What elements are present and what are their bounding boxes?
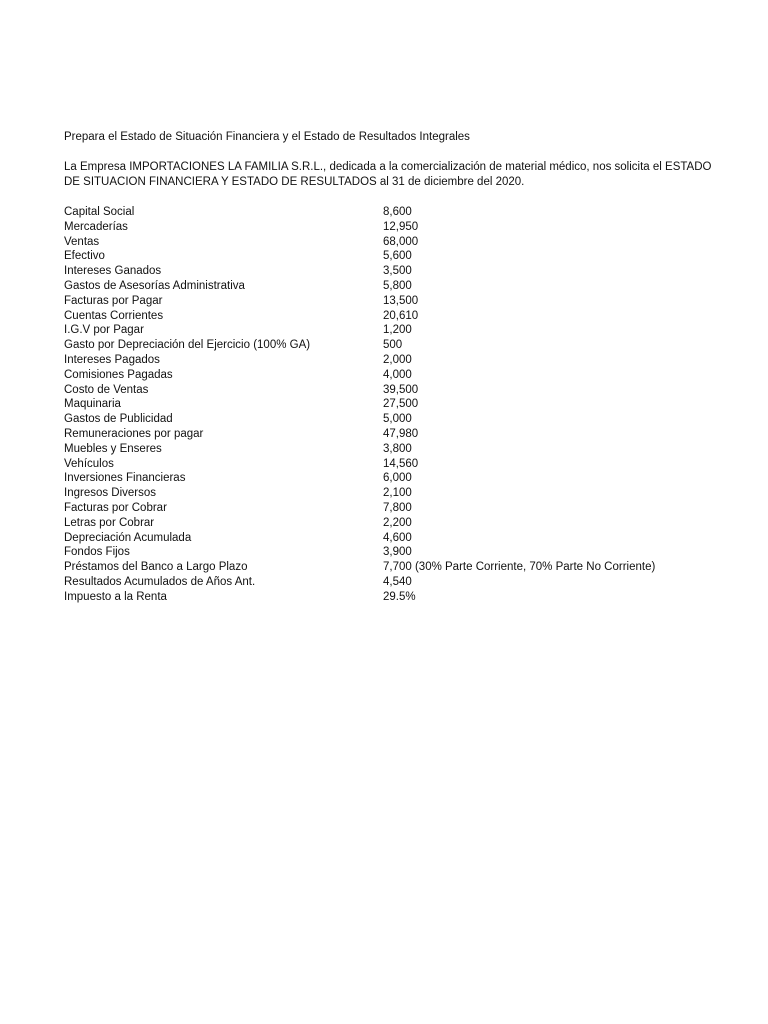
account-value: 2,200 bbox=[383, 516, 412, 529]
account-row bbox=[64, 309, 724, 324]
account-value: 12,950 bbox=[383, 220, 419, 233]
account-row bbox=[64, 427, 724, 442]
account-value: 4,000 bbox=[383, 368, 412, 381]
account-row bbox=[64, 338, 724, 353]
account-label: Efectivo bbox=[64, 250, 105, 263]
intro-line-2: DE SITUACION FINANCIERA Y ESTADO DE RESULTADOS al 31 de diciembre del 2020. bbox=[64, 176, 525, 188]
account-label: Capital Social bbox=[64, 206, 135, 218]
account-value: 14,560 bbox=[383, 457, 419, 470]
account-label: Gastos de Publicidad bbox=[64, 413, 173, 426]
account-value: 500 bbox=[383, 339, 403, 352]
account-value: 47,980 bbox=[383, 427, 419, 440]
account-row bbox=[64, 368, 724, 383]
account-value: 7,700 (30% Parte Corriente, 70% Parte No Corriente) bbox=[383, 561, 656, 574]
account-row bbox=[64, 323, 724, 338]
account-row bbox=[64, 560, 724, 575]
account-label: I.G.V por Pagar bbox=[64, 324, 144, 337]
account-label: Depreciación Acumulada bbox=[64, 531, 192, 544]
account-value: 4,540 bbox=[383, 575, 412, 588]
account-row bbox=[64, 516, 724, 531]
account-value: 5,000 bbox=[383, 413, 412, 426]
account-value: 5,800 bbox=[383, 279, 412, 292]
account-label: Gasto por Depreciación del Ejercicio (100% GA) bbox=[64, 339, 311, 352]
account-value: 5,600 bbox=[383, 250, 412, 263]
account-label: Facturas por Pagar bbox=[64, 294, 163, 307]
account-row bbox=[64, 235, 724, 250]
account-label: Impuesto a la Renta bbox=[64, 590, 167, 603]
account-row bbox=[64, 457, 724, 472]
account-label: Ingresos Diversos bbox=[64, 487, 157, 500]
account-row bbox=[64, 486, 724, 501]
account-value: 4,600 bbox=[383, 531, 412, 544]
account-row bbox=[64, 264, 724, 279]
account-value: 7,800 bbox=[383, 501, 412, 514]
account-label: Fondos Fijos bbox=[64, 546, 130, 559]
account-value: 27,500 bbox=[383, 398, 419, 411]
account-label: Inversiones Financieras bbox=[64, 472, 186, 485]
account-row bbox=[64, 442, 724, 457]
account-row bbox=[64, 397, 724, 412]
account-row bbox=[64, 412, 724, 427]
account-label: Maquinaria bbox=[64, 398, 121, 411]
account-value: 8,600 bbox=[383, 206, 412, 218]
account-row bbox=[64, 383, 724, 398]
account-value: 3,900 bbox=[383, 546, 412, 559]
account-value: 68,000 bbox=[383, 235, 419, 248]
account-label: Cuentas Corrientes bbox=[64, 309, 164, 322]
account-label: Gastos de Asesorías Administrativa bbox=[64, 279, 245, 292]
account-label: Intereses Pagados bbox=[64, 353, 160, 366]
account-label: Costo de Ventas bbox=[64, 383, 149, 396]
account-row bbox=[64, 294, 724, 309]
account-value: 20,610 bbox=[383, 309, 419, 322]
account-label: Comisiones Pagadas bbox=[64, 368, 173, 381]
account-label: Vehículos bbox=[64, 457, 114, 470]
account-label: Facturas por Cobrar bbox=[64, 501, 167, 514]
account-row bbox=[64, 590, 724, 605]
account-row bbox=[64, 531, 724, 546]
account-label: Remuneraciones por pagar bbox=[64, 427, 204, 440]
intro-line-1: La Empresa IMPORTACIONES LA FAMILIA S.R.L., dedicada a la comercialización de material médico, nos solicita el ESTADO bbox=[64, 161, 712, 173]
account-value: 29.5% bbox=[383, 590, 416, 603]
account-value: 2,100 bbox=[383, 487, 412, 500]
account-row bbox=[64, 220, 724, 235]
account-value: 13,500 bbox=[383, 294, 419, 307]
account-label: Ventas bbox=[64, 235, 100, 248]
account-row bbox=[64, 353, 724, 368]
account-label: Resultados Acumulados de Años Ant. bbox=[64, 575, 256, 588]
account-value: 1,200 bbox=[383, 324, 412, 337]
account-row bbox=[64, 249, 724, 264]
document-title: Prepara el Estado de Situación Financiera y el Estado de Resultados Integrales bbox=[64, 131, 470, 143]
account-row bbox=[64, 575, 724, 590]
account-value: 3,800 bbox=[383, 442, 412, 455]
account-value: 6,000 bbox=[383, 472, 412, 485]
account-row bbox=[64, 471, 724, 486]
account-label: Intereses Ganados bbox=[64, 265, 162, 278]
account-value: 39,500 bbox=[383, 383, 419, 396]
account-label: Letras por Cobrar bbox=[64, 516, 155, 529]
account-row bbox=[64, 501, 724, 516]
account-row bbox=[64, 545, 724, 560]
document-intro bbox=[64, 160, 714, 190]
account-row bbox=[64, 205, 724, 220]
account-list bbox=[64, 205, 724, 605]
account-label: Préstamos del Banco a Largo Plazo bbox=[64, 561, 248, 574]
account-label: Muebles y Enseres bbox=[64, 442, 162, 455]
account-value: 3,500 bbox=[383, 265, 412, 278]
account-row bbox=[64, 279, 724, 294]
account-value: 2,000 bbox=[383, 353, 412, 366]
account-label: Mercaderías bbox=[64, 220, 128, 233]
